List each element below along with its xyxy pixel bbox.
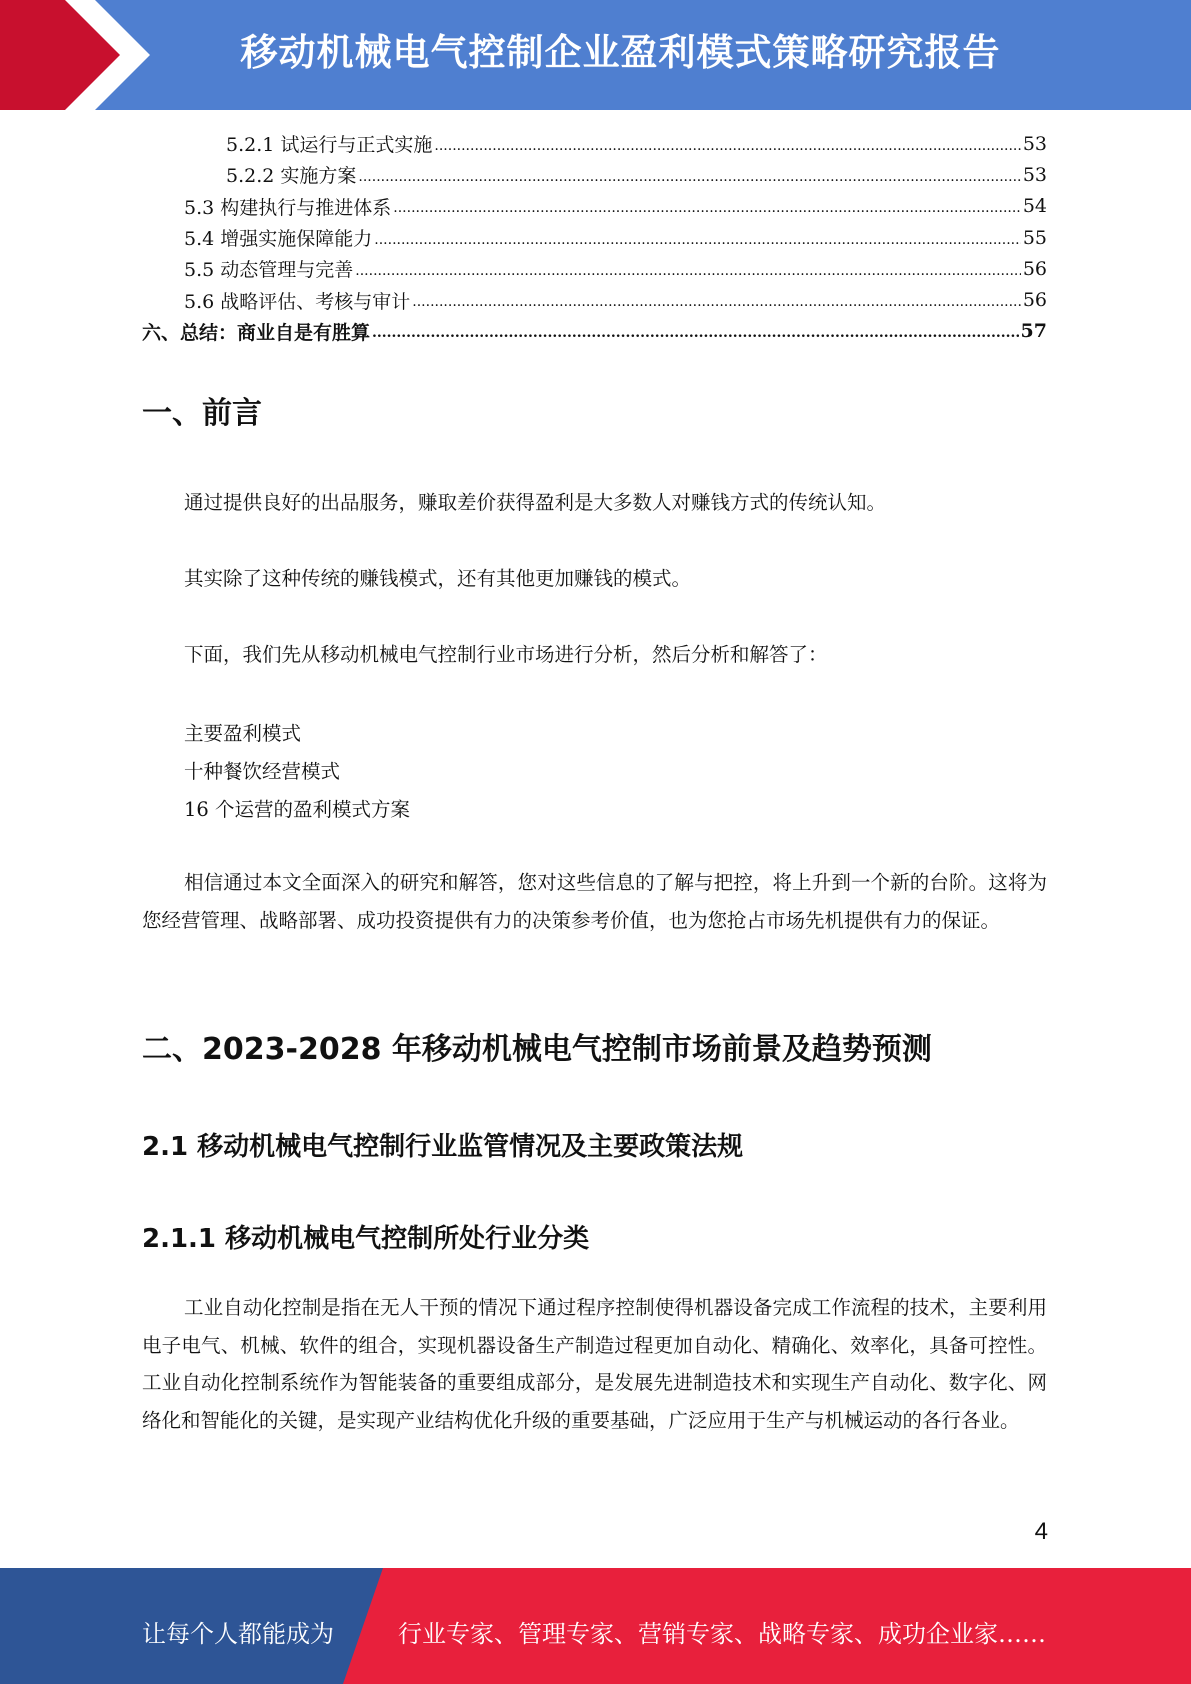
toc-leader-dots [374,227,1021,249]
toc-entry-text: 5.2.2 实施方案 [226,161,358,188]
toc-entry[interactable] [142,159,1047,190]
toc-entry[interactable] [142,284,1047,315]
paragraph: 工业自动化控制是指在无人干预的情况下通过程序控制使得机器设备完成工作流程的技术，主要利用电子电气、机械、软件的组合，实现机器设备生产制造过程更加自动化、精确化、效率化，具备可控性。工业自动化控制系统作为智能装备的重要组成部分，是发展先进制造技术和实现生产自动化、数字化、网络化和智能化的关键，是实现产业结构优化升级的重要基础，广泛应用于生产与机械运动的各行各业。 [142,1296,1047,1432]
subsection-heading: 2.1 移动机械电气控制行业监管情况及主要政策法规 [142,1132,744,1162]
toc-entry-page: 54 [1022,195,1047,218]
toc-entry[interactable] [142,253,1047,284]
toc-entry[interactable] [142,191,1047,222]
section-heading: 一、前言 [142,396,262,431]
footer-slogan-left: 让每个人都能成为 [142,1620,334,1648]
toc-entry-page: 57 [1020,320,1047,343]
toc-entry-text: 5.2.1 试运行与正式实施 [226,130,434,157]
paragraph: 下面，我们先从移动机械电气控制行业市场进行分析，然后分析和解答了： [184,643,828,666]
page-number: 4 [1034,1518,1048,1545]
toc-entry-text: 5.5 动态管理与完善 [184,255,355,282]
table-of-contents [142,128,1047,347]
toc-leader-dots [434,133,1020,155]
toc-leader-dots [393,195,1021,217]
paragraph: 其实除了这种传统的赚钱模式，还有其他更加赚钱的模式。 [184,567,692,590]
section-heading: 二、2023-2028 年移动机械电气控制市场前景及趋势预测 [142,1032,932,1067]
toc-entry-page: 55 [1022,226,1047,249]
page-header [0,0,1191,110]
toc-entry-text: 六、总结：商业自是有胜算 [142,318,372,345]
list-item: 16 个运营的盈利模式方案 [184,798,411,821]
toc-entry-page: 53 [1022,132,1047,155]
toc-leader-dots [372,320,1019,342]
toc-entry-text: 5.6 战略评估、考核与审计 [184,287,412,314]
toc-entry-page: 56 [1022,289,1047,312]
toc-entry-text: 5.4 增强实施保障能力 [184,224,374,251]
list-item: 主要盈利模式 [184,722,302,745]
footer-slogan-right: 行业专家、管理专家、营销专家、战略专家、成功企业家…… [398,1620,1046,1648]
toc-entry[interactable] [142,316,1047,347]
toc-leader-dots [355,258,1021,280]
list-item: 十种餐饮经营模式 [184,760,341,783]
toc-leader-dots [358,164,1020,186]
toc-entry-page: 56 [1022,257,1047,280]
paragraph: 相信通过本文全面深入的研究和解答，您对这些信息的了解与把控，将上升到一个新的台阶。这将为您经营管理、战略部署、成功投资提供有力的决策参考价值，也为您抢占市场先机提供有力的保证。 [142,871,1047,932]
toc-entry[interactable] [142,222,1047,253]
subsection-heading: 2.1.1 移动机械电气控制所处行业分类 [142,1224,590,1254]
report-title: 移动机械电气控制企业盈利模式策略研究报告 [240,31,1001,74]
toc-entry-text: 5.3 构建执行与推进体系 [184,193,393,220]
toc-entry[interactable] [142,128,1047,159]
paragraph: 通过提供良好的出品服务，赚取差价获得盈利是大多数人对赚钱方式的传统认知。 [184,491,887,514]
toc-entry-page: 53 [1022,163,1047,186]
toc-leader-dots [412,289,1021,311]
